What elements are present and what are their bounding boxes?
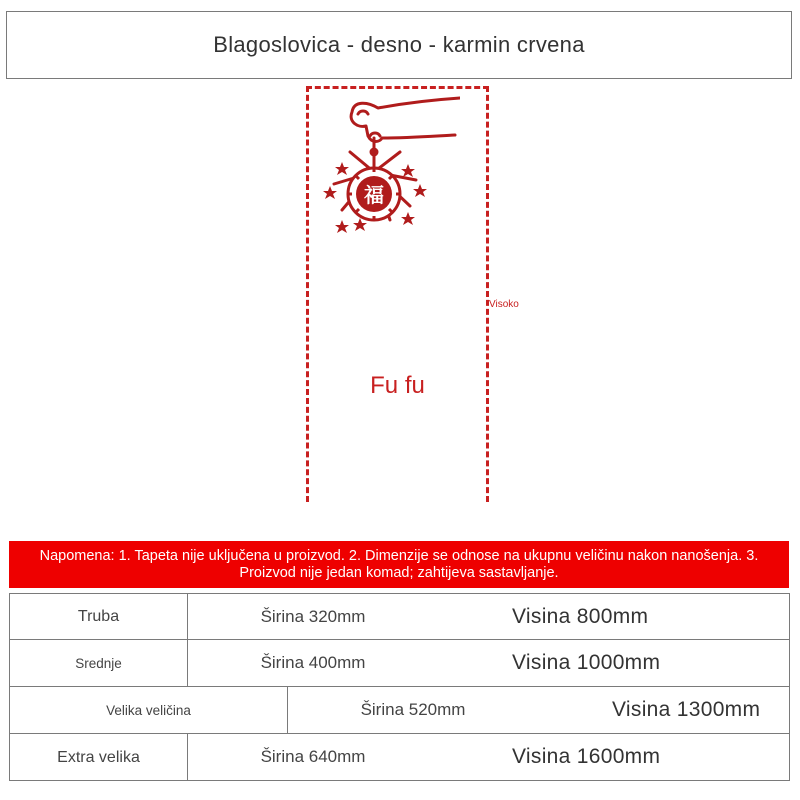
size-row: [9, 594, 790, 640]
size-name: Extra velika: [10, 734, 188, 780]
size-table: [9, 593, 790, 781]
size-height: Visina 1300mm: [612, 698, 761, 721]
size-height: Visina 800mm: [512, 604, 649, 628]
size-height: Visina 1000mm: [512, 651, 661, 674]
size-width: Širina 640mm: [260, 747, 366, 766]
size-width: Širina 320mm: [260, 606, 366, 626]
fu-charm-icon: [320, 92, 460, 242]
product-label: Fu fu: [370, 372, 425, 399]
size-width: Širina 520mm: [360, 700, 466, 719]
size-name: Truba: [10, 594, 188, 639]
size-name: Velika veličina: [10, 687, 288, 733]
height-dimension-label: Visoko: [489, 299, 519, 310]
size-row: [9, 640, 790, 687]
size-height: Visina 1600mm: [512, 745, 661, 768]
notice-text: Napomena: 1. Tapeta nije uključena u proizvod. 2. Dimenzije se odnose na ukupnu veličinu nakon nanošenja. 3. Proizvod nije jedan komad; zahtijeva sastavljanje.: [39, 547, 759, 581]
svg-text:福: 福: [364, 183, 384, 207]
notice-banner: [9, 541, 789, 588]
product-title-box: [6, 11, 792, 79]
size-width: Širina 400mm: [260, 653, 366, 672]
product-title: Blagoslovica - desno - karmin crvena: [213, 32, 585, 57]
size-row: [9, 687, 790, 734]
size-row: [9, 734, 790, 781]
size-name: Srednje: [10, 640, 188, 686]
